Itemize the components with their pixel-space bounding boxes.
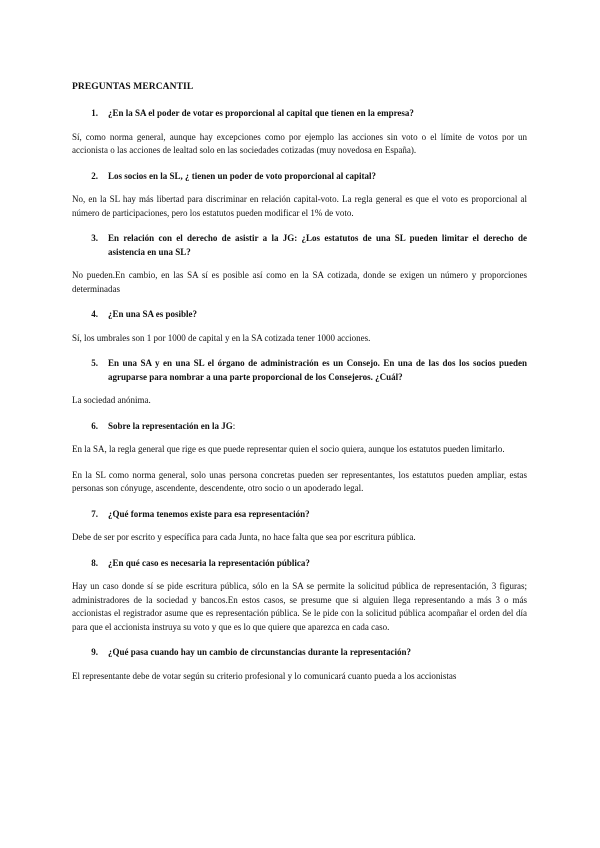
answer-paragraph: Sí, los umbrales son 1 por 1000 de capital y en la SA cotizada tener 1000 acciones. xyxy=(72,332,371,343)
answer-paragraph: En la SL como norma general, solo unas persona concretas pueden ser representantes, los estatutos pueden ampliar, estas personas son cónyuge, ascendente, descendente, otro socio o un apoderado legal. xyxy=(72,469,527,494)
question-text: ¿En una SA es posible? xyxy=(108,309,198,320)
question-text: En relación con el derecho de asistir a la JG: ¿Los estatutos de una SL pueden limitar el derecho de asistencia en una SL? xyxy=(108,233,527,257)
question-text: En una SA y en una SL el órgano de administración es un Consejo. En una de las dos los socios pueden agruparse para nombrar a una parte proporcional de los Consejeros. ¿Cuál? xyxy=(108,358,527,382)
question-text: ¿En qué caso es necesaria la representación pública? xyxy=(108,557,310,568)
question-2 xyxy=(72,170,527,184)
question-1 xyxy=(72,107,527,121)
question-text-wrapper xyxy=(108,420,527,434)
question-6 xyxy=(72,420,527,434)
answer-paragraph: Hay un caso donde sí se pide escritura pública, sólo en la SA se permite la solicitud pública de representación, 3 figuras; administradores de la sociedad y bancos.En estos casos, se presume que si alguien llega representando a más 3 o más accionistas el registrador asume que es representación pública. Se le pide con la solicitud pública acompañar el orden del día para que el accionista instruya su voto y que es lo que quiere que aparezca en cada caso. xyxy=(72,581,527,632)
question-text-tail: : xyxy=(232,420,236,431)
question-text: Sobre la representación en la JG xyxy=(108,420,233,431)
question-7 xyxy=(72,508,527,522)
question-number: 9. xyxy=(91,647,98,658)
answer-paragraph: En la SA, la regla general que rige es que puede representar quien el socio quiera, aunque los estatutos pueden limitarlo. xyxy=(72,444,505,455)
answer-paragraph: El representante debe de votar según su criterio profesional y lo comunicará cuanto pueda a los accionistas xyxy=(72,670,457,681)
question-number: 1. xyxy=(91,108,98,119)
question-number: 2. xyxy=(91,170,98,181)
question-number: 8. xyxy=(91,557,98,568)
question-5 xyxy=(72,357,527,384)
question-text: ¿En la SA el poder de votar es proporcional al capital que tienen en la empresa? xyxy=(108,108,414,119)
question-text: ¿Qué pasa cuando hay un cambio de circunstancias durante la representación? xyxy=(108,647,412,658)
document-page xyxy=(72,80,527,695)
answer-paragraph: Sí, como norma general, aunque hay excepciones como por ejemplo las acciones sin voto o el límite de votos por un accionista o las acciones de lealtad solo en las sociedades cotizadas (muy novedosa en España). xyxy=(72,131,527,156)
question-number: 4. xyxy=(91,309,98,320)
answer-paragraph: No pueden.En cambio, en las SA sí es posible así como en la SA cotizada, donde se exigen un número y proporciones determinadas xyxy=(72,270,527,294)
document-title: PREGUNTAS MERCANTIL xyxy=(72,82,194,92)
question-3 xyxy=(72,232,527,259)
answer-paragraph: Debe de ser por escrito y específica para cada Junta, no hace falta que sea por escritura pública. xyxy=(72,532,416,543)
question-text: Los socios en la SL, ¿ tienen un poder de voto proporcional al capital? xyxy=(108,170,377,181)
question-8 xyxy=(72,557,527,571)
question-number: 7. xyxy=(91,508,98,519)
question-4 xyxy=(72,308,527,322)
answer-paragraph: No, en la SL hay más libertad para discriminar en relación capital-voto. La regla general es que el voto es proporcional al número de participaciones, pero los estatutos pueden modificar el 1% de voto. xyxy=(72,194,527,218)
question-9 xyxy=(72,646,527,660)
question-text: ¿Qué forma tenemos existe para esa representación? xyxy=(108,508,310,519)
question-number: 3. xyxy=(91,233,98,244)
question-number: 6. xyxy=(91,420,98,431)
question-number: 5. xyxy=(91,358,98,369)
answer-paragraph: La sociedad anónima. xyxy=(72,395,151,406)
